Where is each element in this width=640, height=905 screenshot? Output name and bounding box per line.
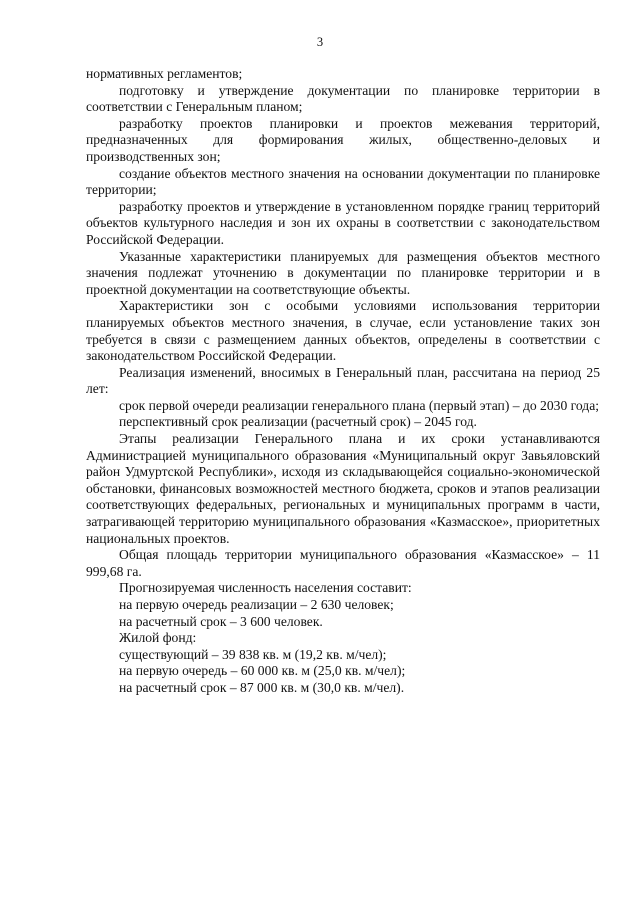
- paragraph: Этапы реализации Генерального плана и их сроки устанавливаются Администрацией муниципального образования «Муниципальный округ Завьяловский район Удмуртской Республики», исходя из складывающейся социально-экономической обстановки, финансовых возможностей местного бюджета, сроков и этапов реализации соответствующих федеральных, региональных и муниципальных программ в части, затрагивающей территорию муниципального образования «Казмасское», приоритетных национальных проектов.: [86, 431, 600, 546]
- paragraph: Общая площадь территории муниципального образования «Казмасское» – 11 999,68 га.: [86, 547, 600, 579]
- paragraph: Реализация изменений, вносимых в Генеральный план, рассчитана на период 25 лет:: [86, 364, 600, 397]
- paragraph: Указанные характеристики планируемых для размещения объектов местного значения подлежат уточнению в документации по планировке территории и в проектной документации на соответствующие объекты.: [86, 248, 600, 297]
- document-body: [86, 66, 600, 697]
- paragraph: на расчетный срок – 87 000 кв. м (30,0 кв. м/чел).: [119, 679, 405, 695]
- paragraph: Характеристики зон с особыми условиями использования территории планируемых объектов местного значения, в случае, если установление таких зон требуется в связи с размещением данных объектов, определены в соответствии с законодательством Российской Федерации.: [86, 298, 600, 364]
- paragraph: разработку проектов планировки и проектов межевания территорий, предназначенных для формирования жилых, общественно-деловых и производственных зон;: [86, 115, 600, 164]
- paragraph: создание объектов местного значения на основании документации по планировке территории;: [86, 165, 600, 198]
- paragraph: перспективный срок реализации (расчетный срок) – 2045 год.: [119, 414, 477, 430]
- paragraph: подготовку и утверждение документации по планировке территории в соответствии с Генеральным планом;: [86, 82, 600, 115]
- paragraph: разработку проектов и утверждение в установленном порядке границ территорий объектов культурного наследия и зон их охраны в соответствии с законодательством Российской Федерации.: [86, 198, 600, 247]
- paragraph: Жилой фонд:: [119, 630, 197, 646]
- paragraph: нормативных регламентов;: [86, 66, 243, 81]
- paragraph: на первую очередь реализации – 2 630 человек;: [119, 597, 394, 612]
- paragraph: на расчетный срок – 3 600 человек.: [119, 613, 323, 629]
- paragraph: на первую очередь – 60 000 кв. м (25,0 кв. м/чел);: [119, 663, 406, 679]
- paragraph: существующий – 39 838 кв. м (19,2 кв. м/чел);: [119, 646, 387, 662]
- paragraph: срок первой очереди реализации генерального плана (первый этап) – до 2030 года;: [119, 397, 600, 413]
- page-number: 3: [316, 35, 324, 49]
- paragraph: Прогнозируемая численность населения составит:: [119, 580, 412, 596]
